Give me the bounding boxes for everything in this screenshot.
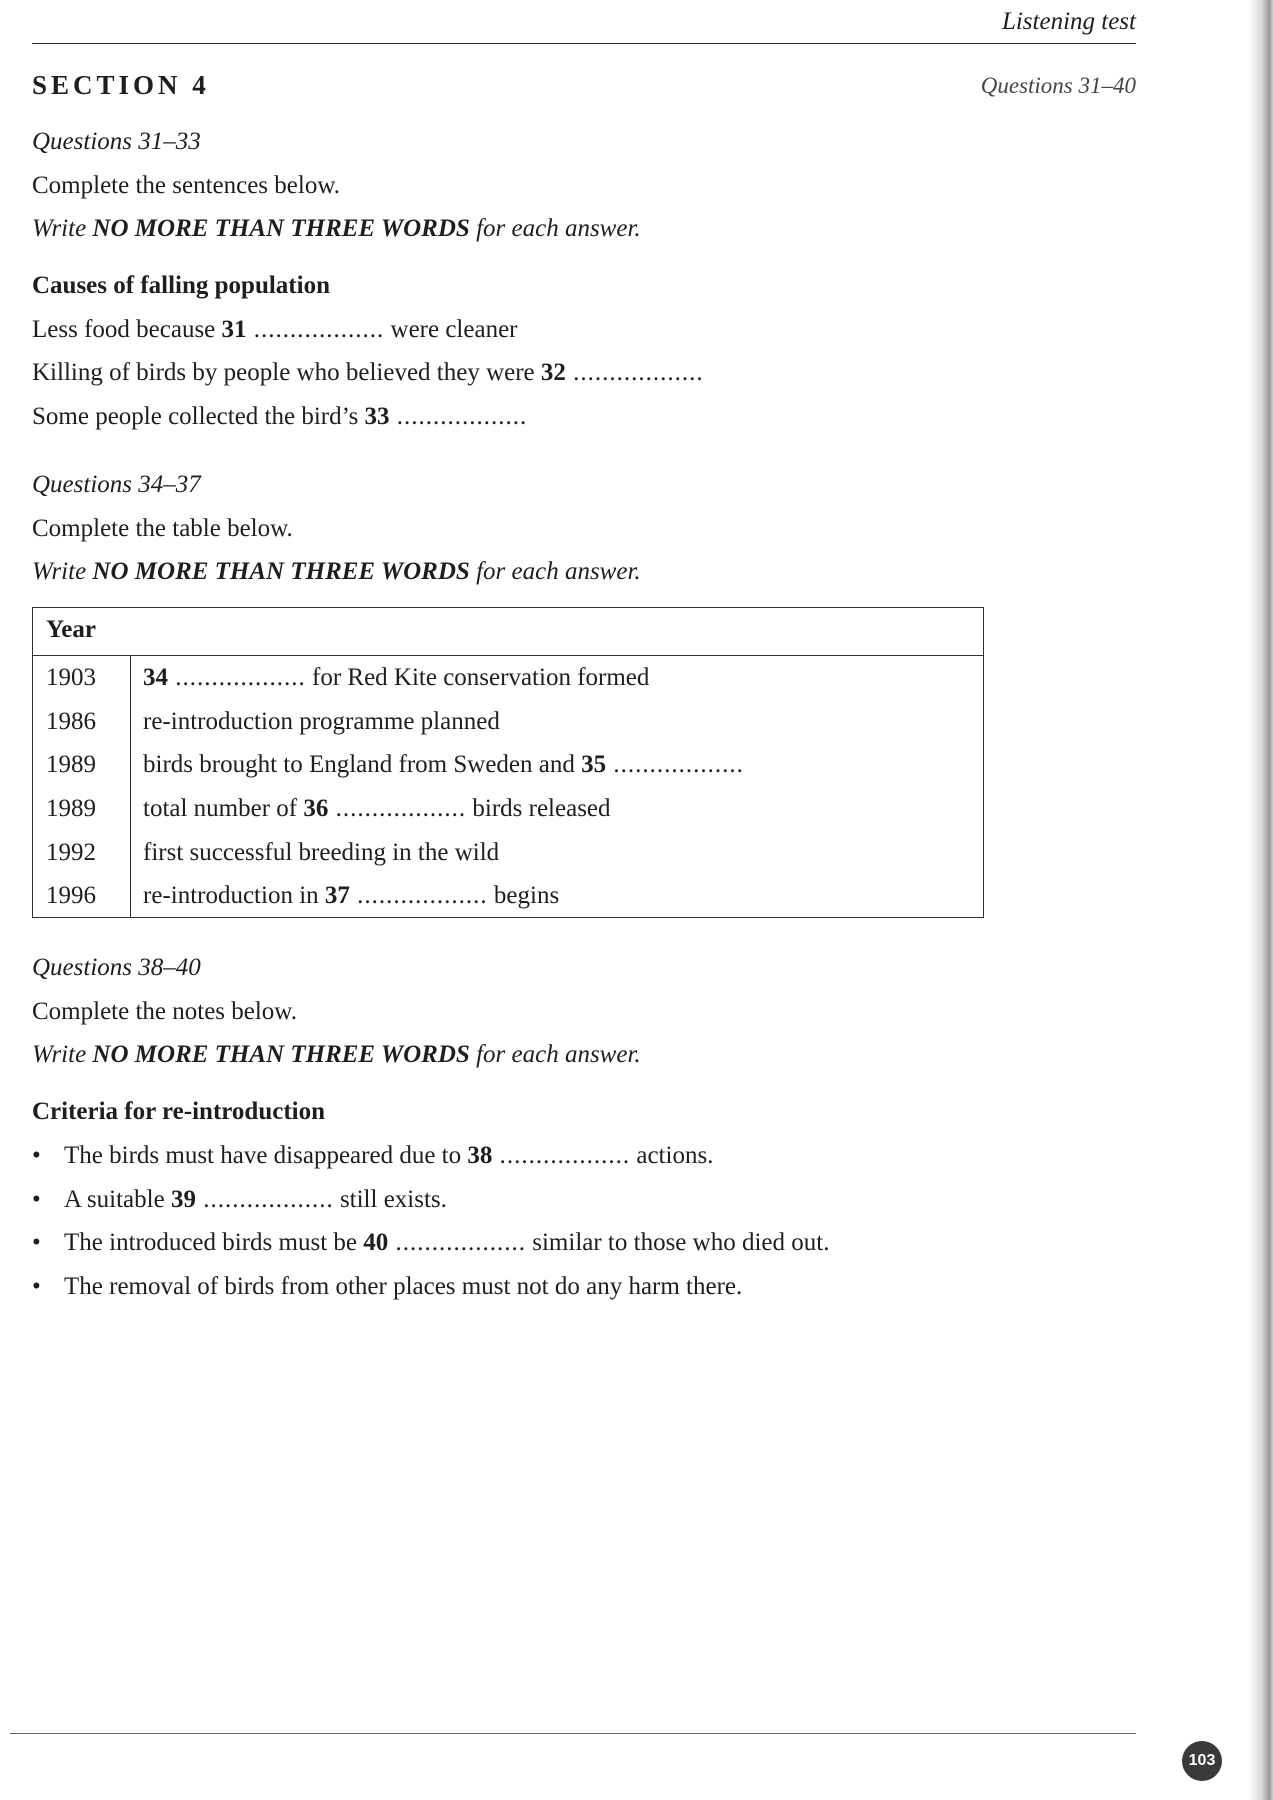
table-row (33, 702, 983, 746)
question-number-32: 32 (540, 359, 566, 386)
question-number-31: 31 (221, 316, 247, 343)
part3-word-limit (32, 1041, 641, 1069)
table-header-row (33, 608, 983, 656)
table-row (33, 876, 983, 920)
bullet-item-39 (32, 1186, 447, 1214)
table-row (33, 789, 983, 833)
part2-word-limit (32, 558, 641, 586)
part1-heading: Causes of falling population (32, 272, 330, 299)
part1-write-bold: NO MORE THAN THREE WORDS (92, 215, 470, 242)
part1-instruction: Complete the sentences below. (32, 172, 341, 199)
part3-question-range: Questions 38–40 (32, 954, 201, 981)
bullet-40-before: The introduced birds must be (64, 1229, 364, 1256)
part3-write-suffix: for each answer. (469, 1041, 641, 1068)
table-row (33, 658, 983, 702)
bullet-item-38 (32, 1142, 713, 1170)
part2-write-bold: NO MORE THAN THREE WORDS (92, 558, 470, 585)
question-number-35: 35 (581, 751, 607, 778)
event-after: for Red Kite conservation formed (305, 664, 650, 691)
table-row (33, 745, 983, 789)
part3-instruction: Complete the notes below. (32, 998, 297, 1025)
running-head: Listening test (1001, 8, 1136, 35)
question-number-39: 39 (170, 1186, 196, 1213)
answer-blank-31[interactable]: .................. (246, 316, 385, 343)
answer-blank-40[interactable]: .................. (388, 1229, 526, 1256)
table-event-cell (143, 708, 500, 736)
header-rule (32, 43, 1136, 44)
answer-blank-36[interactable]: .................. (328, 795, 467, 822)
event-before: re-introduction programme planned (143, 708, 500, 735)
event-after: begins (487, 882, 560, 909)
answer-blank-33[interactable]: .................. (389, 403, 528, 430)
bullet-38-after: actions. (630, 1142, 714, 1169)
section-title: SECTION 4 (32, 70, 210, 100)
part1-write-suffix: for each answer. (469, 215, 641, 242)
table-event-cell (143, 664, 649, 692)
table-event-cell (143, 795, 611, 823)
part3-write-bold: NO MORE THAN THREE WORDS (92, 1041, 470, 1068)
table-event-cell (143, 839, 499, 867)
bullet-40-after: similar to those who died out. (526, 1229, 830, 1256)
question-number-36: 36 (303, 795, 329, 822)
part1-write-prefix: Write (32, 215, 93, 242)
bullet-removal-text: The removal of birds from other places must not do any harm there. (64, 1273, 743, 1300)
bullet-icon: • (32, 1229, 41, 1256)
page-edge-shadow (1249, 0, 1273, 1800)
part1-question-range: Questions 31–33 (32, 128, 201, 155)
event-before: re-introduction in (143, 882, 325, 909)
page-number-badge: 103 (1182, 1741, 1222, 1781)
answer-blank-39[interactable]: .................. (195, 1186, 334, 1213)
part3-heading: Criteria for re-introduction (32, 1098, 325, 1125)
part1-word-limit (32, 215, 641, 243)
events-table (32, 607, 984, 918)
table-year-cell: 1903 (46, 664, 96, 691)
event-before: first successful breeding in the wild (143, 839, 500, 866)
sentence-31-after: were cleaner (384, 316, 518, 343)
part2-write-prefix: Write (32, 558, 93, 585)
part2-instruction: Complete the table below. (32, 515, 293, 542)
answer-blank-38[interactable]: .................. (492, 1142, 631, 1169)
table-year-cell: 1986 (46, 708, 96, 735)
bullet-icon: • (32, 1186, 41, 1213)
answer-blank-35[interactable]: .................. (606, 751, 744, 778)
event-before: birds brought to England from Sweden and (143, 751, 582, 778)
question-number-40: 40 (363, 1229, 389, 1256)
sentence-31-before: Less food because (32, 316, 222, 343)
part3-write-prefix: Write (32, 1041, 93, 1068)
bullet-38-before: The birds must have disappeared due to (64, 1142, 468, 1169)
question-number-33: 33 (364, 403, 390, 430)
footer-rule (10, 1733, 1136, 1734)
bullet-icon: • (32, 1273, 41, 1300)
question-number-38: 38 (467, 1142, 493, 1169)
sentence-31 (32, 316, 518, 344)
question-number-37: 37 (324, 882, 350, 909)
part2-question-range: Questions 34–37 (32, 471, 201, 498)
bullet-item-40 (32, 1229, 829, 1257)
table-event-cell (143, 882, 559, 910)
sentence-33 (32, 403, 527, 431)
sentence-32 (32, 359, 704, 387)
bullet-39-before: A suitable (64, 1186, 171, 1213)
table-year-cell: 1992 (46, 839, 96, 866)
event-after: birds released (466, 795, 611, 822)
table-year-cell: 1989 (46, 751, 96, 778)
part2-write-suffix: for each answer. (469, 558, 641, 585)
sentence-33-before: Some people collected the bird’s (32, 403, 365, 430)
event-before: total number of (143, 795, 304, 822)
answer-blank-34[interactable]: .................. (168, 664, 306, 691)
answer-blank-32[interactable]: .................. (565, 359, 704, 386)
sentence-32-before: Killing of birds by people who believed they were (32, 359, 541, 386)
bullet-39-after: still exists. (333, 1186, 447, 1213)
table-year-cell: 1989 (46, 795, 96, 822)
bullet-icon: • (32, 1142, 41, 1169)
section-question-range: Questions 31–40 (980, 73, 1136, 98)
question-number-34: 34 (143, 664, 168, 691)
answer-blank-37[interactable]: .................. (349, 882, 488, 909)
table-row (33, 833, 983, 877)
table-year-cell: 1996 (46, 882, 96, 909)
table-event-cell (143, 751, 744, 779)
bullet-item-removal (32, 1273, 742, 1301)
table-header-year: Year (46, 616, 96, 643)
